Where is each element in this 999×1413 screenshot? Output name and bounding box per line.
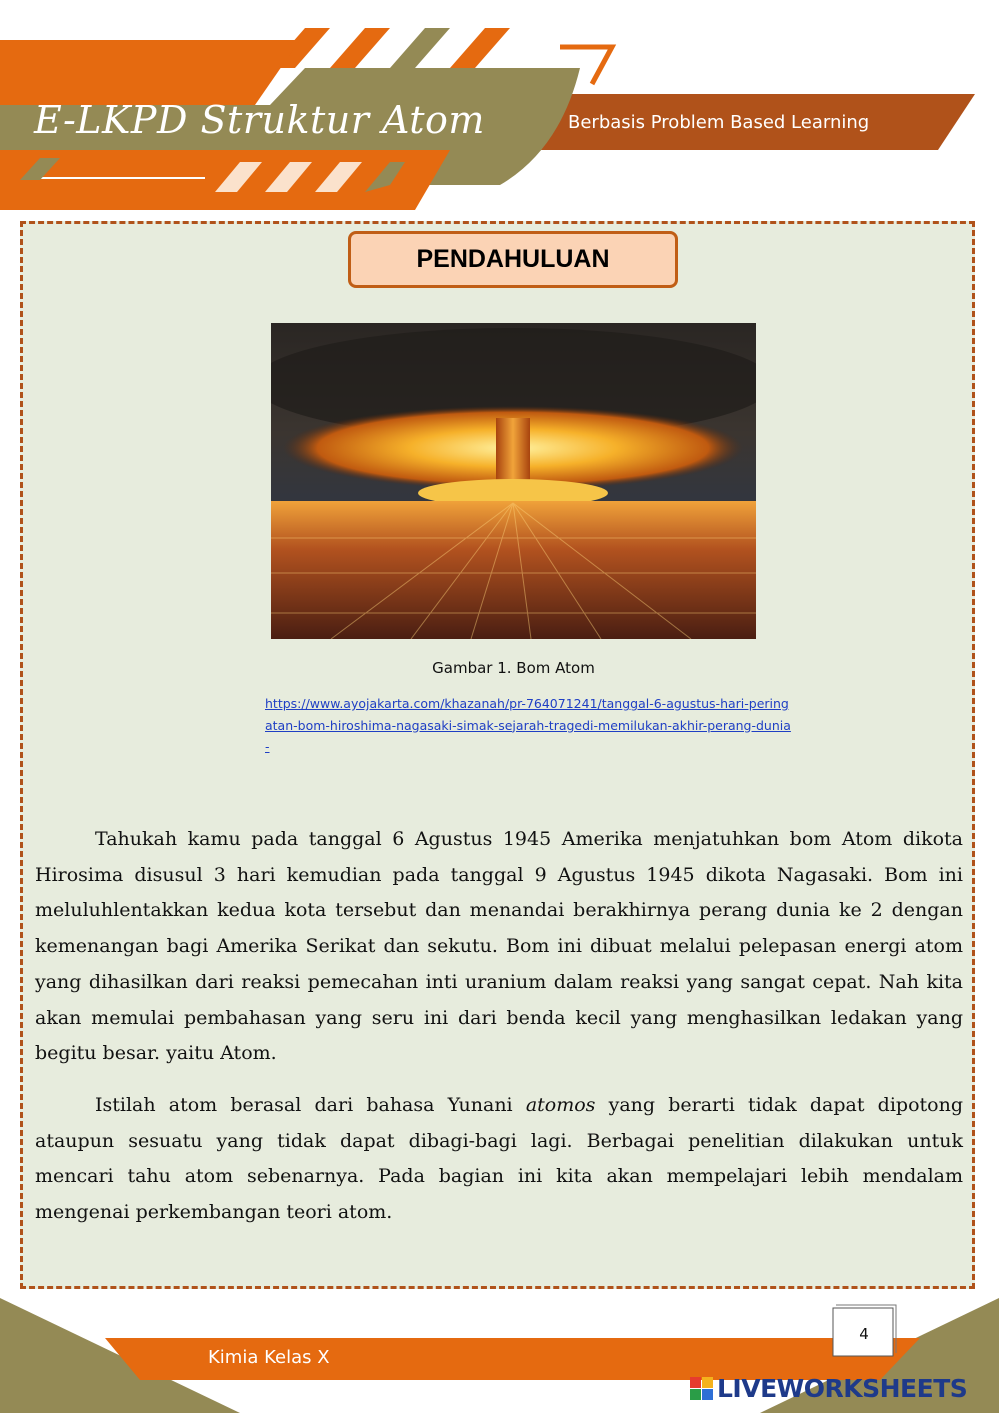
footer-label: Kimia Kelas X bbox=[208, 1347, 330, 1368]
document-title: E-LKPD Struktur Atom bbox=[34, 98, 485, 142]
atom-definition-paragraph bbox=[35, 1088, 963, 1231]
paragraph-text: Istilah atom berasal dari bahasa Yunani bbox=[95, 1094, 526, 1116]
paragraph-text: yang berarti tidak dapat dipotong ataupun sesuatu yang tidak dapat dibagi-bagi lagi. Berbagai penelitian dilakukan untuk mencari tahu atom sebenarnya. Pada bagian ini kita akan mempelajari lebih mendalam mengenai perkembangan teori atom. bbox=[35, 1094, 963, 1224]
intro-paragraph: Tahukah kamu pada tanggal 6 Agustus 1945 Amerika menjatuhkan bom Atom dikota Hirosima disusul 3 hari kemudian pada tanggal 9 Agustus 1945 dikota Nagasaki. Bom ini meluluhlentakkan kedua kota tersebut dan menandai berakhirnya perang dunia ke 2 dengan kemenangan bagi Amerika Serikat dan sekutu. Bom ini dibuat melalui pelepasan energi atom yang dihasilkan dari reaksi pemecahan inti uranium dalam reaksi yang sangat cepat. Nah kita akan memulai pembahasan yang seru ini dari benda kecil yang menghasilkan ledakan yang begitu besar. yaitu Atom. bbox=[35, 828, 963, 1065]
liveworksheets-watermark bbox=[690, 1372, 990, 1404]
atomic-bomb-photo bbox=[271, 323, 756, 639]
liveworksheets-logo-icon bbox=[690, 1377, 713, 1400]
figure-source-link[interactable]: https://www.ayojakarta.com/khazanah/pr-764071241/tanggal-6-agustus-hari-peringatan-bom-hiroshima-nagasaki-simak-sejarah-tragedi-memilukan-akhir-perang-dunia- bbox=[265, 696, 791, 754]
section-title: PENDAHULUAN bbox=[348, 231, 678, 288]
page-number: 4 bbox=[859, 1325, 869, 1343]
figure-caption: Gambar 1. Bom Atom bbox=[432, 659, 595, 677]
document-subtitle: Berbasis Problem Based Learning bbox=[568, 112, 870, 133]
watermark-text: LIVEWORKSHEETS bbox=[717, 1373, 968, 1403]
term-atomos: atomos bbox=[525, 1094, 596, 1116]
